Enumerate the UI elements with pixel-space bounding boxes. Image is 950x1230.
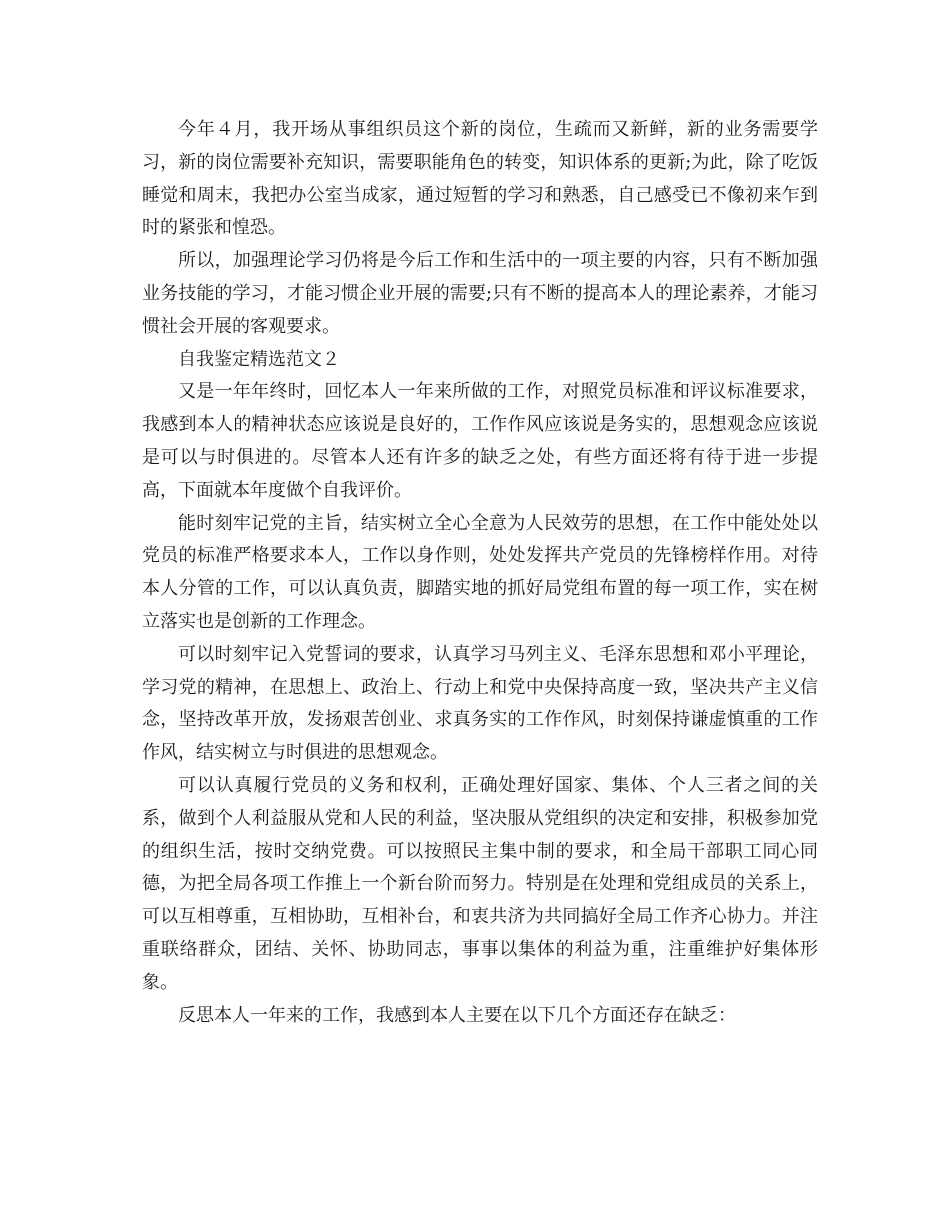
paragraph-party-oath: 可以时刻牢记入党誓词的要求，认真学习马列主义、毛泽东思想和邓小平理论，学习党的精神，在思想上、政治上、行动上和党中央保持高度一致，坚决共产主义信念，坚持改革开放，发扬艰苦创业、求真务实的工作作风，时刻保持谦虚慎重的工作作风，结实树立与时俱进的思想观念。 bbox=[142, 643, 818, 764]
paragraph-intro: 今年４月，我开场从事组织员这个新的岗位，生疏而又新鲜，新的业务需要学习，新的岗位需要补充知识，需要职能角色的转变，知识体系的更新;为此，除了吃饭睡觉和周末，我把办公室当成家，通过短暂的学习和熟悉，自己感受已不像初来乍到时的紧张和惶恐。 bbox=[142, 119, 818, 239]
paragraph-reflection: 反思本人一年来的工作，我感到本人主要在以下几个方面还存在缺乏： bbox=[178, 1004, 736, 1026]
paragraph-party-purpose: 能时刻牢记党的主旨，结实树立全心全意为人民效劳的思想，在工作中能处处以党员的标准严格要求本人，工作以身作则，处处发挥共产党员的先锋榜样作用。对待本人分管的工作，可以认真负责，脚踏实地的抓好局党组布置的每一项工作，实在树立落实也是创新的工作理念。 bbox=[142, 512, 818, 632]
paragraph-member-duties: 可以认真履行党员的义务和权利，正确处理好国家、集体、个人三者之间的关系，做到个人利益服从党和人民的利益，坚决服从党组织的决定和安排，积极参加党的组织生活，按时交纳党费。可以按照民主集中制的要求，和全局干部职工同心同德，为把全局各项工作推上一个新台阶而努力。特别是在处理和党组成员的关系上，可以互相尊重，互相协助，互相补台，和衷共济为共同搞好全局工作齐心协力。并注重联络群众，团结、关怀、协助同志，事事以集体的利益为重，注重维护好集体形象。 bbox=[142, 774, 818, 993]
paragraph-year-end: 又是一年年终时，回忆本人一年来所做的工作，对照党员标准和评议标准要求，我感到本人的精神状态应该说是良好的，工作作风应该说是务实的，思想观念应该说是可以与时俱进的。尽管本人还有许多的缺乏之处，有些方面还将有待于进一步提高，下面就本年度做个自我评价。 bbox=[142, 381, 818, 501]
paragraph-theory-study: 所以，加强理论学习仍将是今后工作和生活中的一项主要的内容，只有不断加强业务技能的学习，才能习惯企业开展的需要;只有不断的提高本人的理论素养，才能习惯社会开展的客观要求。 bbox=[142, 250, 818, 337]
document-body bbox=[142, 114, 818, 1032]
section-heading: 自我鉴定精选范文２ bbox=[178, 348, 340, 370]
